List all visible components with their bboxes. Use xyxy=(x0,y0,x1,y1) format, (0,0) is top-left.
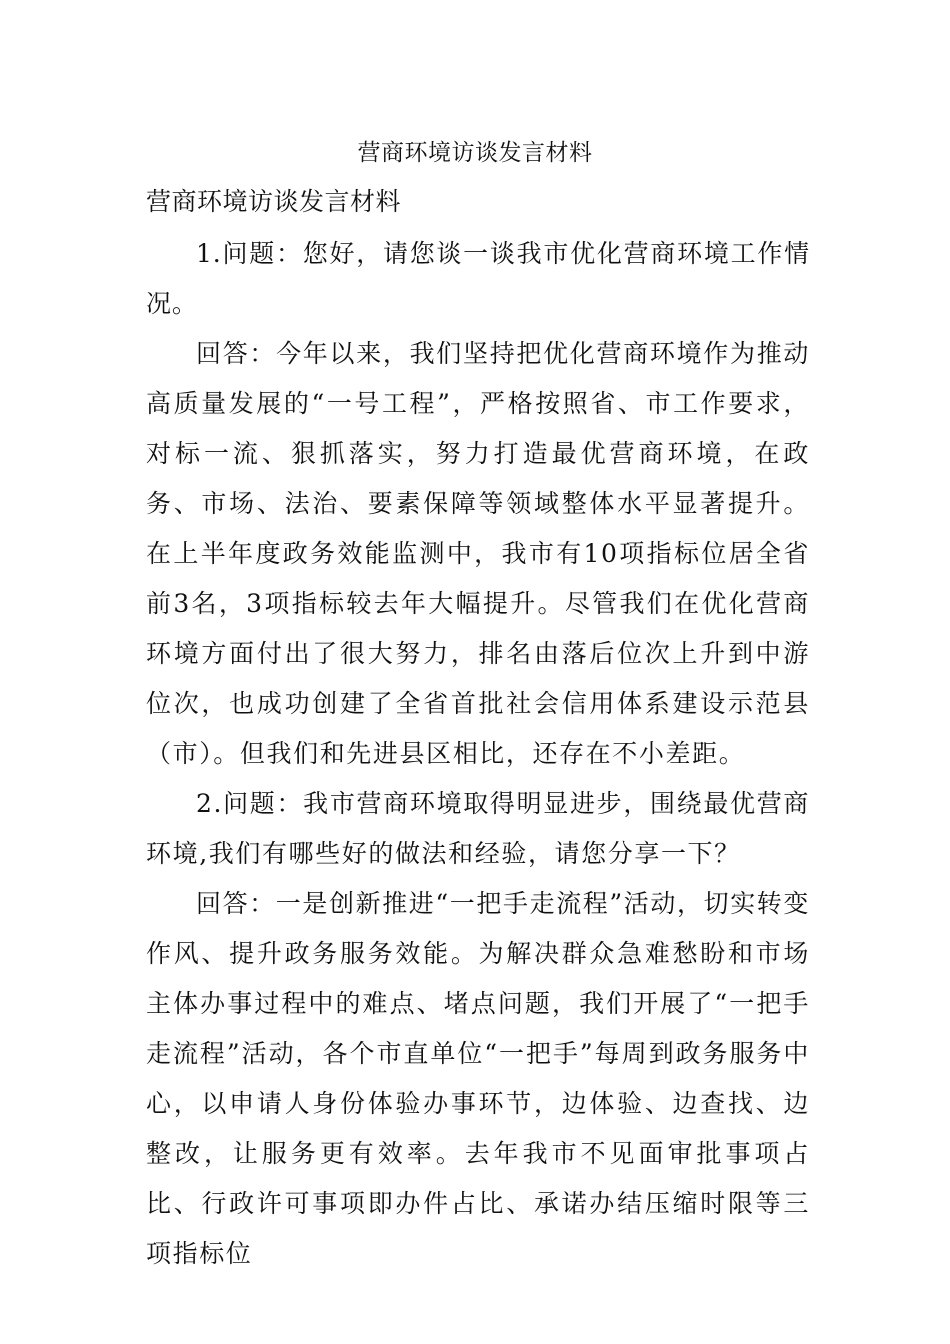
document-title: 营商环境访谈发言材料 xyxy=(357,140,593,166)
answer-1-paragraph: 回答：今年以来，我们坚持把优化营商环境作为推动高质量发展的“一号工程”，严格按照省、市工作要求，对标一流、狠抓落实，努力打造最优营商环境，在政务、市场、法治、要素保障等领域整体水平显著提升。在上半年度政务效能监测中，我市有10项指标位居全省前3名，3项指标较去年大幅提升。尽管我们在优化营商环境方面付出了很大努力，排名由落后位次上升到中游位次，也成功创建了全省首批社会信用体系建设示范县（市）。但我们和先进县区相比，还存在不小差距。 xyxy=(146,339,810,768)
answer-2-paragraph: 回答：一是创新推进“一把手走流程”活动，切实转变作风、提升政务服务效能。为解决群众急难愁盼和市场主体办事过程中的难点、堵点问题，我们开展了“一把手走流程”活动，各个市直单位“一把手”每周到政务服务中心，以申请人身份体验办事环节，边体验、边查找、边整改，让服务更有效率。去年我市不见面审批事项占比、行政许可事项即办件占比、承诺办结压缩时限等三项指标位 xyxy=(146,889,810,1268)
question-1-paragraph: 1.问题：您好，请您谈一谈我市优化营商环境工作情况。 xyxy=(146,239,810,318)
question-2-paragraph: 2.问题：我市营商环境取得明显进步，围绕最优营商环境,我们有哪些好的做法和经验，请您分享一下？ xyxy=(146,789,810,868)
document-subtitle: 营商环境访谈发言材料 xyxy=(146,187,402,216)
